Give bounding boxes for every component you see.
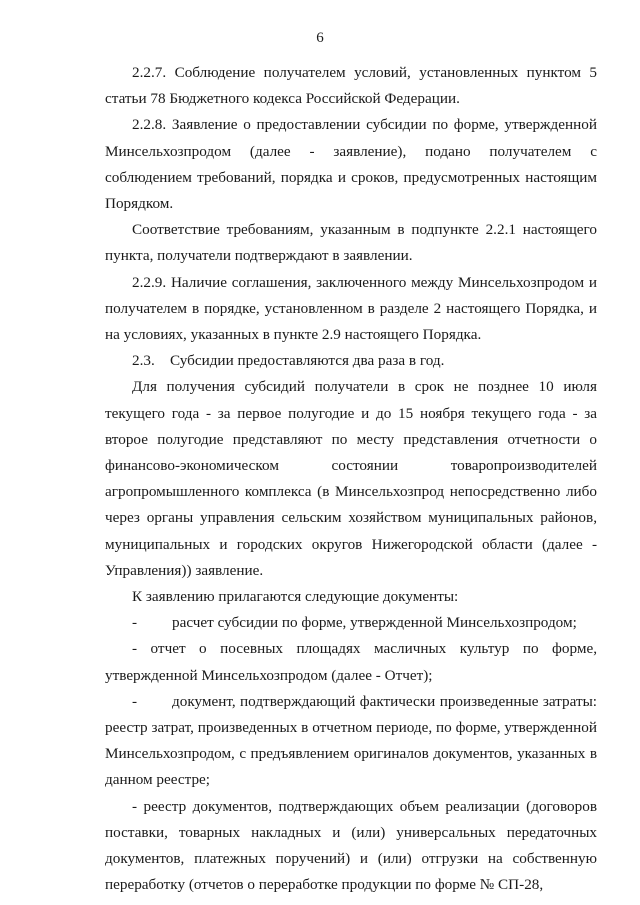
paragraph-text: - реестр документов, подтверждающих объем реализации (договоров поставки, товарных накладных и (или) универсальных передаточных документов, платежных поручений) и (или) отгрузки на собственную переработку (отчетов о переработке продукции по форме № СП-28, [105, 797, 597, 894]
list-dash: - [132, 614, 138, 632]
document-body [105, 60, 597, 899]
paragraph-text: Для получения субсидий получатели в срок не позднее 10 июля текущего года - за первое полугодие и до 15 ноября текущего года - за второе полугодие представляют по месту представления отчетности о финансово-экономическом состоянии товаропроизводителей агропромышленного комплекса (в Минсельхозпрод непосредственно либо через органы управления сельским хозяйством муниципальных районов, муниципальных и городских округов Нижегородской области (далее - Управления)) заявление. [105, 378, 597, 579]
paragraph-2-3 [105, 348, 597, 374]
list-item-expenses [105, 689, 597, 794]
paragraph-deadlines [105, 374, 597, 584]
paragraph-text: - отчет о посевных площадях масличных культур по форме, утвержденной Минсельхозпродом (далее - Отчет); [105, 640, 597, 684]
paragraph-text: Соответствие требованиям, указанным в подпункте 2.2.1 настоящего пункта, получатели подтверждают в заявлении. [105, 221, 597, 265]
paragraph-2-2-8 [105, 112, 597, 217]
list-dash: - [132, 692, 138, 710]
paragraph-text: 2.2.7. Соблюдение получателем условий, установленных пунктом 5 статьи 78 Бюджетного кодекса Российской Федерации. [105, 64, 597, 108]
list-item-calculation [105, 610, 597, 636]
paragraph-text: К заявлению прилагаются следующие документы: [132, 588, 459, 606]
paragraph-text: 2.2.8. Заявление о предоставлении субсидии по форме, утвержденной Минсельхозпродом (далее - заявление), подано получателем с соблюдением требований, порядка и сроков, предусмотренных настоящим Порядком. [105, 116, 597, 213]
list-item-report [105, 636, 597, 688]
list-item-registry [105, 794, 597, 899]
paragraph-compliance [105, 217, 597, 269]
page-number: 6 [316, 30, 324, 46]
paragraph-2-2-7 [105, 60, 597, 112]
paragraph-text: расчет субсидии по форме, утвержденной Минсельхозпродом; [172, 614, 577, 632]
paragraph-text: 2.2.9. Наличие соглашения, заключенного между Минсельхозпродом и получателем в порядке, установленном в разделе 2 настоящего Порядка, и на условиях, указанных в пункте 2.9 настоящего Порядка. [105, 273, 597, 344]
paragraph-text: документ, подтверждающий фактически произведенные затраты: реестр затрат, произведенных в отчетном периоде, по форме, утвержденной Минсельхозпродом, с предъявлением оригиналов документов, указанных в данном реестре; [105, 692, 597, 789]
paragraph-attachments-intro [105, 584, 597, 610]
paragraph-text: 2.3. Субсидии предоставляются два раза в год. [132, 352, 445, 370]
paragraph-2-2-9 [105, 270, 597, 349]
